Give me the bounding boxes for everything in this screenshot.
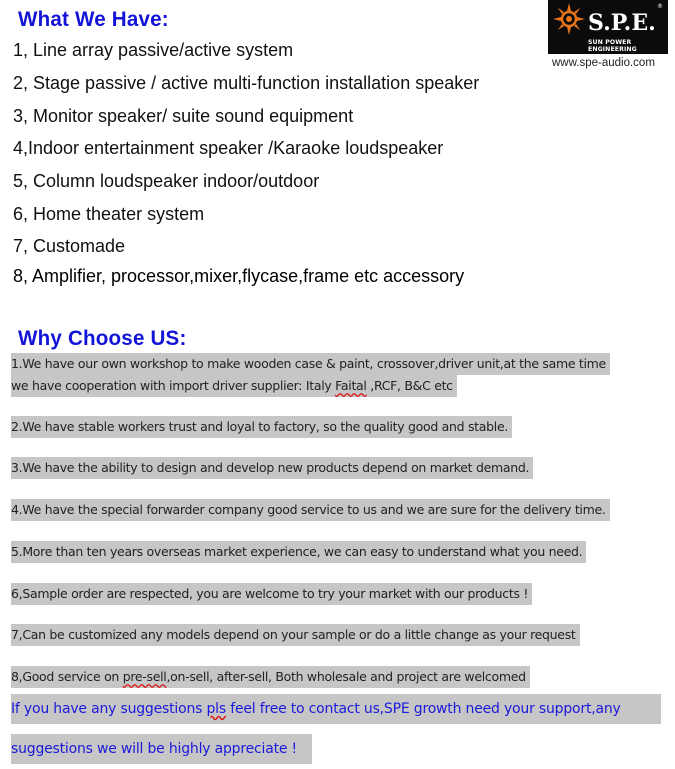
reason-6: 6,Sample order are respected, you are welcome to try your market with our products ! (11, 583, 532, 605)
reason-4: 4.We have the special forwarder company good service to us and we are sure for the delivery time. (11, 499, 610, 521)
contact-text-a: If you have any suggestions (11, 701, 207, 717)
contact-text-c: feel free to contact us,SPE growth need your support,any (225, 701, 621, 717)
why-choose-us-heading: Why Choose US: (18, 327, 187, 350)
have-item-7: 7, Customade (13, 236, 126, 256)
reason-8-text-a: 8,Good service on (11, 669, 123, 684)
reason-1-line-1: 1.We have our own workshop to make wooden case & paint, crossover,driver unit,at the same time (11, 353, 610, 375)
logo-subtitle: SUN POWER ENGINEERING (588, 39, 637, 53)
reason-1-text-a: we have cooperation with import driver supplier: Italy (11, 378, 336, 393)
have-item-5: 5, Column loudspeaker indoor/outdoor (13, 171, 320, 191)
reason-8-text-c: ,on-sell, after-sell, Both wholesale and project are welcomed (166, 669, 526, 684)
have-item-2: 2, Stage passive / active multi-function installation speaker (13, 73, 480, 93)
sun-logo-icon (552, 2, 586, 36)
reason-2: 2.We have stable workers trust and loyal to factory, so the quality good and stable. (11, 416, 512, 438)
reason-3: 3.We have the ability to design and develop new products depend on market demand. (11, 457, 533, 479)
contact-misspelled-word: pls (206, 701, 226, 717)
logo-text: S.P.E. (588, 10, 656, 36)
reason-8-misspelled-word: pre-sell (122, 669, 167, 684)
reason-1-text-c: ,RCF, B&C etc (366, 378, 453, 393)
reason-1-line-2 (11, 375, 457, 397)
reason-8 (11, 666, 530, 688)
have-item-3: 3, Monitor speaker/ suite sound equipment (13, 106, 354, 126)
reason-7: 7,Can be customized any models depend on your sample or do a little change as your request (11, 624, 580, 646)
contact-line-1 (11, 694, 661, 724)
spe-logo (548, 0, 668, 54)
contact-line-2: suggestions we will be highly appreciate ! (11, 734, 312, 764)
what-we-have-heading: What We Have: (18, 8, 169, 31)
have-item-8: 8, Amplifier, processor,mixer,flycase,frame etc accessory (13, 266, 465, 286)
registered-mark: ® (657, 3, 663, 10)
website-url[interactable]: www.spe-audio.com (552, 57, 655, 69)
have-item-4: 4,Indoor entertainment speaker /Karaoke loudspeaker (13, 138, 444, 158)
reason-5: 5.More than ten years overseas market experience, we can easy to understand what you need. (11, 541, 586, 563)
reason-1-misspelled-word: Faital (335, 378, 367, 393)
have-item-6: 6, Home theater system (13, 204, 205, 224)
have-item-1: 1, Line array passive/active system (13, 40, 294, 60)
